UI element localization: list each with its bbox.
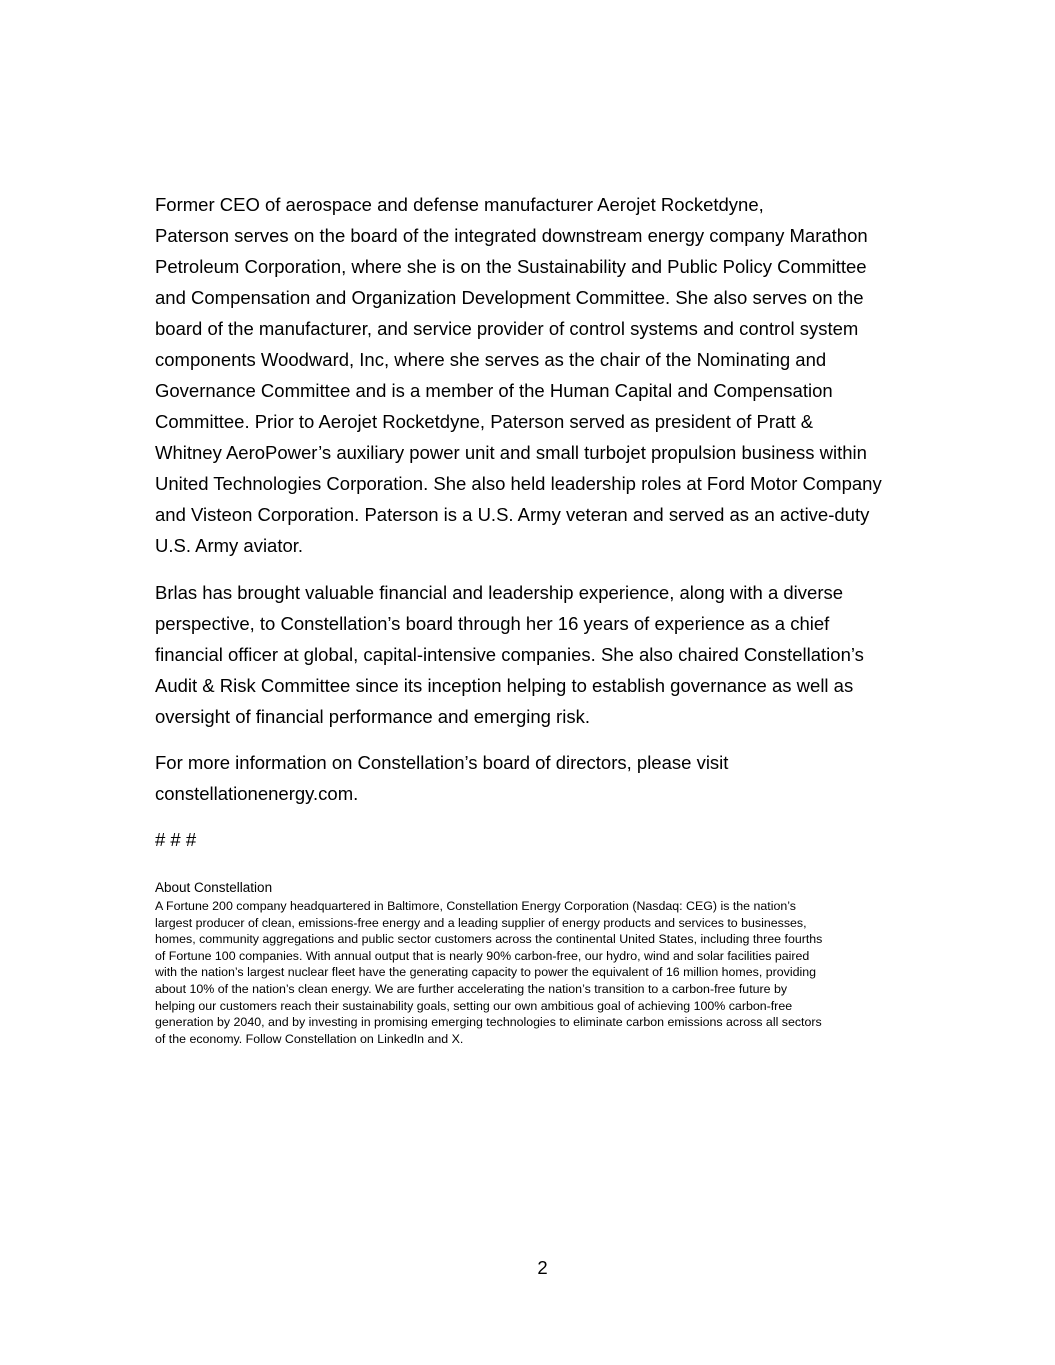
text-line: and Visteon Corporation. Paterson is a U.S. Army veteran and served as an active-duty (155, 504, 870, 525)
text-line: financial officer at global, capital-intensive companies. She also chaired Constellation’s (155, 644, 864, 665)
text-line: Former CEO of aerospace and defense manufacturer Aerojet Rocketdyne, (155, 194, 764, 215)
text-line: board of the manufacturer, and service provider of control systems and control system (155, 318, 859, 339)
paterson-bio-paragraph (155, 189, 935, 561)
text-line: Whitney AeroPower’s auxiliary power unit and small turbojet propulsion business within (155, 442, 867, 463)
about-line: A Fortune 200 company headquartered in Baltimore, Constellation Energy Corporation (Nasdaq: CEG) is the nation’s (155, 899, 796, 913)
text-line: components Woodward, Inc, where she serves as the chair of the Nominating and (155, 349, 827, 370)
text-line: and Compensation and Organization Development Committee. She also serves on the (155, 287, 864, 308)
more-info-paragraph (155, 747, 935, 809)
about-heading: About Constellation (155, 880, 273, 895)
text-line: perspective, to Constellation’s board through her 16 years of experience as a chief (155, 613, 830, 634)
page-number: 2 (537, 1257, 548, 1278)
brlas-paragraph (155, 577, 935, 732)
about-constellation-section (155, 879, 945, 1047)
text-line: constellationenergy.com. (155, 783, 359, 804)
about-line: of the economy. Follow Constellation on LinkedIn and X. (155, 1031, 464, 1046)
text-line: For more information on Constellation’s board of directors, please visit (155, 752, 729, 773)
about-line: helping our customers reach their sustainability goals, setting our own ambitious goal of achieving 100% carbon-free (155, 998, 793, 1013)
text-line: oversight of financial performance and emerging risk. (155, 706, 590, 727)
text-line: United Technologies Corporation. She also held leadership roles at Ford Motor Company (155, 473, 882, 494)
about-line: about 10% of the nation’s clean energy. We are further accelerating the nation’s transition to a carbon-free future by (155, 981, 788, 996)
text-line: Brlas has brought valuable financial and leadership experience, along with a diverse (155, 582, 844, 603)
about-line: with the nation’s largest nuclear fleet have the generating capacity to power the equivalent of 16 million homes, providing (155, 965, 817, 980)
text-line: Governance Committee and is a member of the Human Capital and Compensation (155, 380, 833, 401)
text-line: Committee. Prior to Aerojet Rocketdyne, Paterson served as president of Pratt & (155, 411, 814, 432)
about-line: generation by 2040, and by investing in promising emerging technologies to eliminate carbon emissions across all sectors (155, 1015, 822, 1030)
text-line: Paterson serves on the board of the integrated downstream energy company Marathon (155, 225, 868, 246)
end-separator: # # # (155, 829, 197, 850)
about-body (155, 898, 945, 1047)
text-line: Audit & Risk Committee since its inception helping to establish governance as well as (155, 675, 854, 696)
about-line: homes, community aggregations and public sector customers across the continental United States, including three fourths (155, 932, 823, 947)
text-line: Petroleum Corporation, where she is on the Sustainability and Public Policy Committee (155, 256, 867, 277)
about-line: of Fortune 100 companies. With annual output that is nearly 90% carbon-free, our hydro, wind and solar facilities paired (155, 948, 810, 963)
about-line: largest producer of clean, emissions-free energy and a leading supplier of energy products and services to businesses, (155, 915, 807, 930)
text-line: U.S. Army aviator. (155, 535, 304, 556)
